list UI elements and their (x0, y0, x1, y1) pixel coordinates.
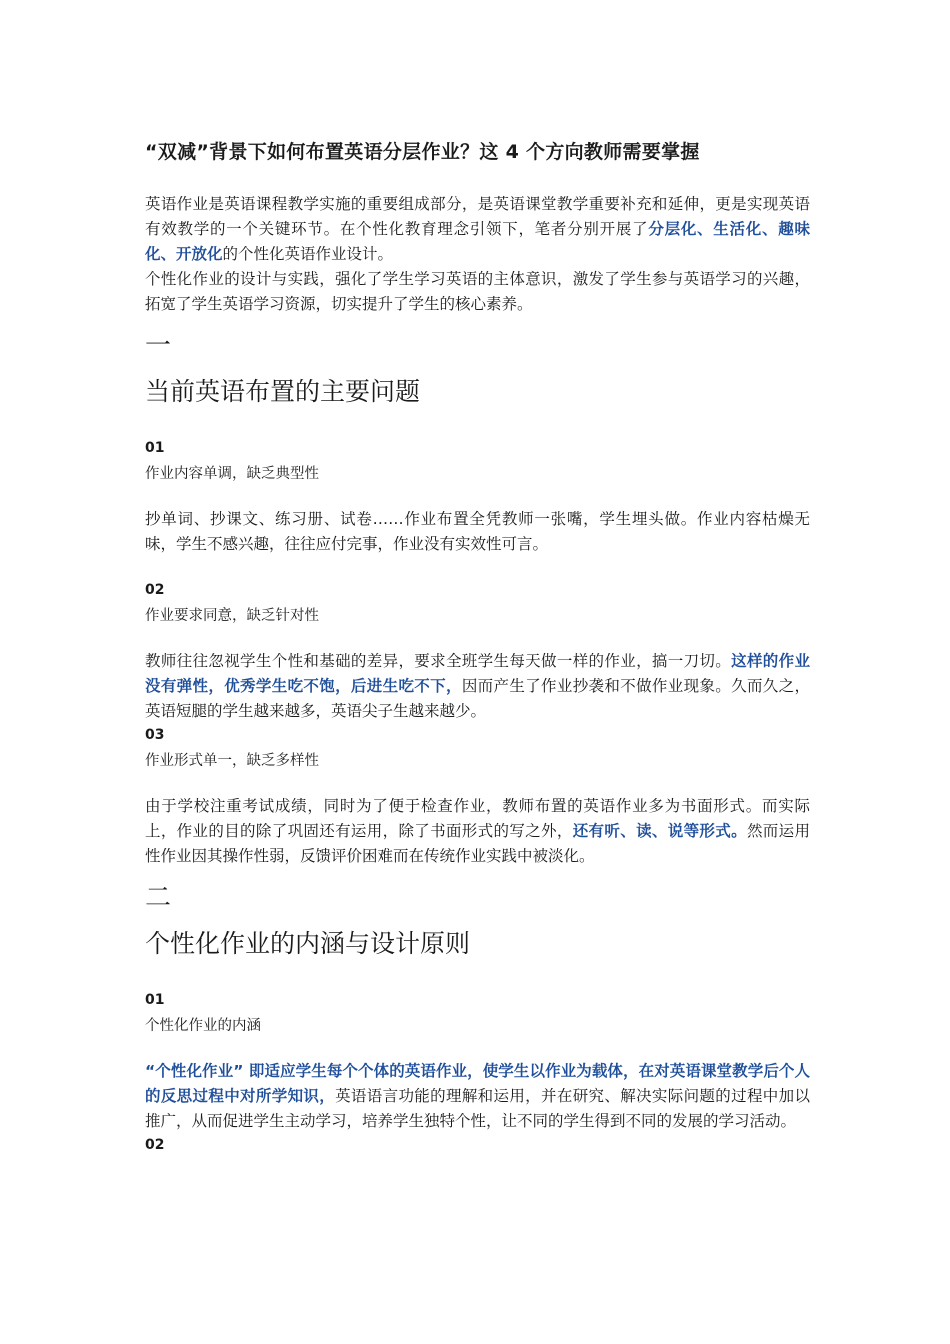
subsection-title: 作业内容单调，缺乏典型性 (145, 466, 319, 482)
subsection-number: 01 (145, 992, 165, 1008)
paragraph-text-end: 因而产生了作业抄袭和不做作业现象。久而久之，英语短腿的学生越来越多，英语尖子生越来越少。 (145, 677, 810, 720)
paragraph-highlight: 还有听、读、说等形式。 (572, 822, 747, 840)
paragraph-highlight: 这样的作业没有弹性，优秀学生吃不饱，后进生吃不下， (145, 652, 810, 695)
subsection-title: 作业要求同意，缺乏针对性 (145, 608, 319, 624)
intro-highlight: 分层化、生活化、趣味化、开放化 (145, 220, 810, 263)
intro-text: 英语作业是英语课程教学实施的重要组成部分，是英语课堂教学重要补充和延伸，更是实现英语有效教学的一个关键环节。在个性化教育理念引领下，笔者分别开展了 (145, 195, 810, 238)
subsection-paragraph (145, 1059, 810, 1134)
section-1-title: 当前英语布置的主要问题 (145, 377, 421, 406)
subsection-number: 02 (145, 582, 165, 598)
paragraph-text: 教师往往忽视学生个性和基础的差异，要求全班学生每天做一样的作业，搞一刀切。 (145, 652, 732, 670)
intro-paragraph-1 (145, 192, 810, 267)
subsection-title: 作业形式单一，缺乏多样性 (145, 753, 319, 769)
section-2-number: 二 (145, 883, 172, 913)
document-page (145, 130, 810, 1156)
subsection-title: 个性化作业的内涵 (145, 1018, 261, 1034)
section-2-title: 个性化作业的内涵与设计原则 (145, 929, 471, 958)
subsection-number: 01 (145, 440, 165, 456)
document-title: “双减”背景下如何布置英语分层作业？这 4 个方向教师需要掌握 (145, 141, 700, 163)
paragraph-text-end: 英语语言功能的理解和运用，并在研究、解决实际问题的过程中加以推广，从而促进学生主动学习，培养学生独特个性，让不同的学生得到不同的发展的学习活动。 (145, 1087, 810, 1130)
section-1-number: 一 (145, 331, 172, 361)
subsection-paragraph (145, 649, 810, 724)
paragraph-text-end: 然而运用性作业因其操作性弱，反馈评价困难而在传统作业实践中被淡化。 (145, 822, 810, 865)
paragraph-highlight: “个性化作业” 即适应学生每个个体的英语作业，使学生以作业为载体，在对英语课堂教学后个人的反思过程中对所学知识， (145, 1062, 810, 1105)
subsection-paragraph (145, 794, 810, 869)
intro-text-end: 的个性化英语作业设计。 (222, 245, 394, 263)
subsection-paragraph: 抄单词、抄课文、练习册、试卷……作业布置全凭教师一张嘴，学生埋头做。作业内容枯燥无味，学生不感兴趣，往往应付完事，作业没有实效性可言。 (145, 510, 810, 553)
subsection-number: 03 (145, 727, 165, 743)
subsection-number: 02 (145, 1137, 165, 1153)
intro-paragraph-2: 个性化作业的设计与实践，强化了学生学习英语的主体意识，激发了学生参与英语学习的兴趣，拓宽了学生英语学习资源，切实提升了学生的核心素养。 (145, 270, 810, 313)
paragraph-text: 由于学校注重考试成绩，同时为了便于检查作业，教师布置的英语作业多为书面形式。而实际上，作业的目的除了巩固还有运用，除了书面形式的写之外， (145, 797, 810, 840)
